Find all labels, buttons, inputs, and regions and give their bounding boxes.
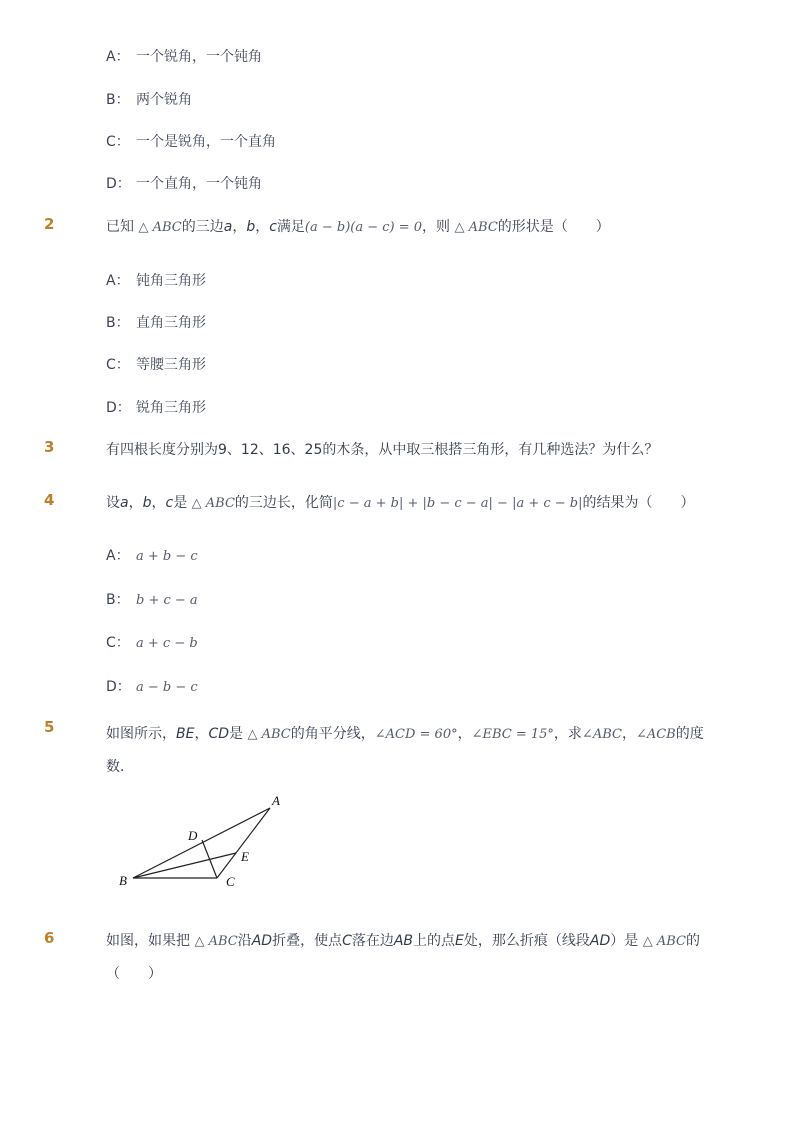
option-label: C：: [106, 357, 130, 373]
text-segment: 折叠，使点: [272, 933, 343, 949]
vertex-label-c: C: [226, 874, 235, 889]
variable: a: [120, 495, 129, 511]
option-math: a − b − c: [136, 680, 198, 695]
q4-option-a: [106, 545, 198, 565]
text-segment: ，: [128, 495, 143, 511]
option-math: b + c − a: [136, 593, 198, 608]
option-label: A：: [106, 273, 130, 289]
option-text: 钝角三角形: [136, 273, 206, 289]
option-label: C：: [106, 635, 130, 651]
math-expression: △ ABC: [138, 220, 182, 235]
vertex-label-d: D: [188, 828, 198, 843]
question-number: 4: [44, 491, 55, 509]
variable: E: [455, 933, 464, 949]
text-segment: 是: [173, 495, 188, 511]
q2-text: [106, 216, 610, 236]
q2-option-d: [106, 397, 206, 417]
text-segment: 沿: [237, 933, 252, 949]
variable: BE: [176, 726, 195, 742]
variable: b: [246, 219, 256, 235]
q6-text: [106, 930, 700, 950]
q4-option-b: [106, 589, 198, 609]
q2-option-c: [106, 354, 206, 374]
option-label: B：: [106, 92, 130, 108]
text-segment: ，: [232, 219, 247, 235]
option-label: C：: [106, 134, 130, 150]
option-text: 两个锐角: [136, 92, 192, 108]
variable: AB: [393, 933, 414, 949]
question-number: 2: [44, 215, 55, 233]
text-segment: 上的点: [413, 933, 456, 949]
text-segment: 的度: [675, 726, 704, 742]
vertex-label-e: E: [241, 849, 249, 864]
segment-ba: [133, 808, 270, 878]
text-segment: 的: [685, 933, 700, 949]
math-expression: (a − b)(a − c) = 0: [304, 220, 423, 235]
vertex-label-b: B: [119, 873, 127, 888]
math-expression: ∠ABC: [581, 727, 622, 742]
option-math: a + b − c: [136, 549, 198, 564]
text-segment: ，: [194, 726, 209, 742]
option-text: 一个是锐角，一个直角: [136, 134, 276, 150]
text-segment: 满足: [276, 219, 305, 235]
option-text: 等腰三角形: [136, 357, 206, 373]
variable: c: [165, 495, 174, 511]
option-label: A：: [106, 548, 130, 564]
q4-text: [106, 492, 695, 512]
text-segment: 已知: [106, 219, 134, 235]
option-label: D：: [106, 679, 131, 695]
option-text: 一个直角，一个钝角: [136, 176, 262, 192]
text-segment: 如图，如果把: [106, 933, 190, 949]
q2-option-b: [106, 312, 206, 332]
text-segment: 的角平分线，: [290, 726, 375, 742]
text-segment: ，: [151, 495, 166, 511]
q1-option-a: [106, 46, 262, 66]
q1-option-b: [106, 89, 192, 109]
q6-text-line2: （ ）: [106, 966, 162, 982]
q4-option-c: [106, 632, 198, 652]
question-number: 5: [44, 718, 55, 736]
question-number: 6: [44, 929, 55, 947]
option-math: a + c − b: [136, 636, 198, 651]
variable: AD: [589, 933, 611, 949]
variable: C: [342, 933, 352, 949]
text-segment: 的三边: [181, 219, 224, 235]
text-segment: 的三边长，化简: [234, 495, 333, 511]
q5-text: [106, 723, 704, 743]
text-segment: ，: [621, 726, 636, 742]
text-segment: 落在边: [351, 933, 394, 949]
math-expression: △ ABC: [642, 934, 686, 949]
text-segment: ，则: [422, 219, 451, 235]
text-segment: 设: [106, 495, 120, 511]
math-expression: △ ABC: [247, 727, 291, 742]
option-label: B：: [106, 592, 130, 608]
math-expression: |c − a + b| + |b − c − a| − |a + c − b|: [332, 496, 583, 511]
q1-option-c: [106, 131, 276, 151]
text-segment: ）是: [610, 933, 639, 949]
vertex-label-a: A: [272, 793, 280, 808]
option-text: 直角三角形: [136, 315, 206, 331]
option-text: 锐角三角形: [136, 400, 206, 416]
question-number: 3: [44, 438, 55, 456]
variable: a: [223, 219, 233, 235]
option-text: 一个锐角，一个钝角: [136, 49, 262, 65]
math-expression: △ ABC: [194, 934, 238, 949]
math-expression: △ ABC: [191, 496, 235, 511]
math-expression: ∠EBC = 15°: [471, 727, 554, 742]
text-segment: 处，那么折痕（线段: [463, 933, 590, 949]
q3-text: 有四根长度分别为9、12、16、25的木条，从中取三根搭三角形，有几种选法？为什么？: [106, 442, 659, 458]
option-label: D：: [106, 176, 131, 192]
variable: b: [142, 495, 152, 511]
text-segment: 的形状是（ ）: [497, 219, 610, 235]
variable: AD: [251, 933, 273, 949]
text-segment: ，: [255, 219, 270, 235]
text-segment: ，求: [553, 726, 582, 742]
math-expression: △ ABC: [454, 220, 498, 235]
option-label: B：: [106, 315, 130, 331]
variable: c: [269, 219, 277, 235]
triangle-figure: [110, 790, 300, 895]
q2-option-a: [106, 270, 206, 290]
variable: CD: [208, 726, 230, 742]
q4-option-d: [106, 676, 198, 696]
q5-text-line2: 数．: [106, 759, 134, 775]
math-expression: ∠ACB: [635, 727, 676, 742]
text-segment: ，: [457, 726, 472, 742]
text-segment: 的结果为（ ）: [582, 495, 695, 511]
segment-ca: [217, 808, 270, 878]
q1-option-d: [106, 173, 262, 193]
text-segment: 是: [229, 726, 244, 742]
text-segment: 如图所示，: [106, 726, 176, 742]
option-label: A：: [106, 49, 130, 65]
option-label: D：: [106, 400, 131, 416]
math-expression: ∠ACD = 60°: [374, 727, 458, 742]
